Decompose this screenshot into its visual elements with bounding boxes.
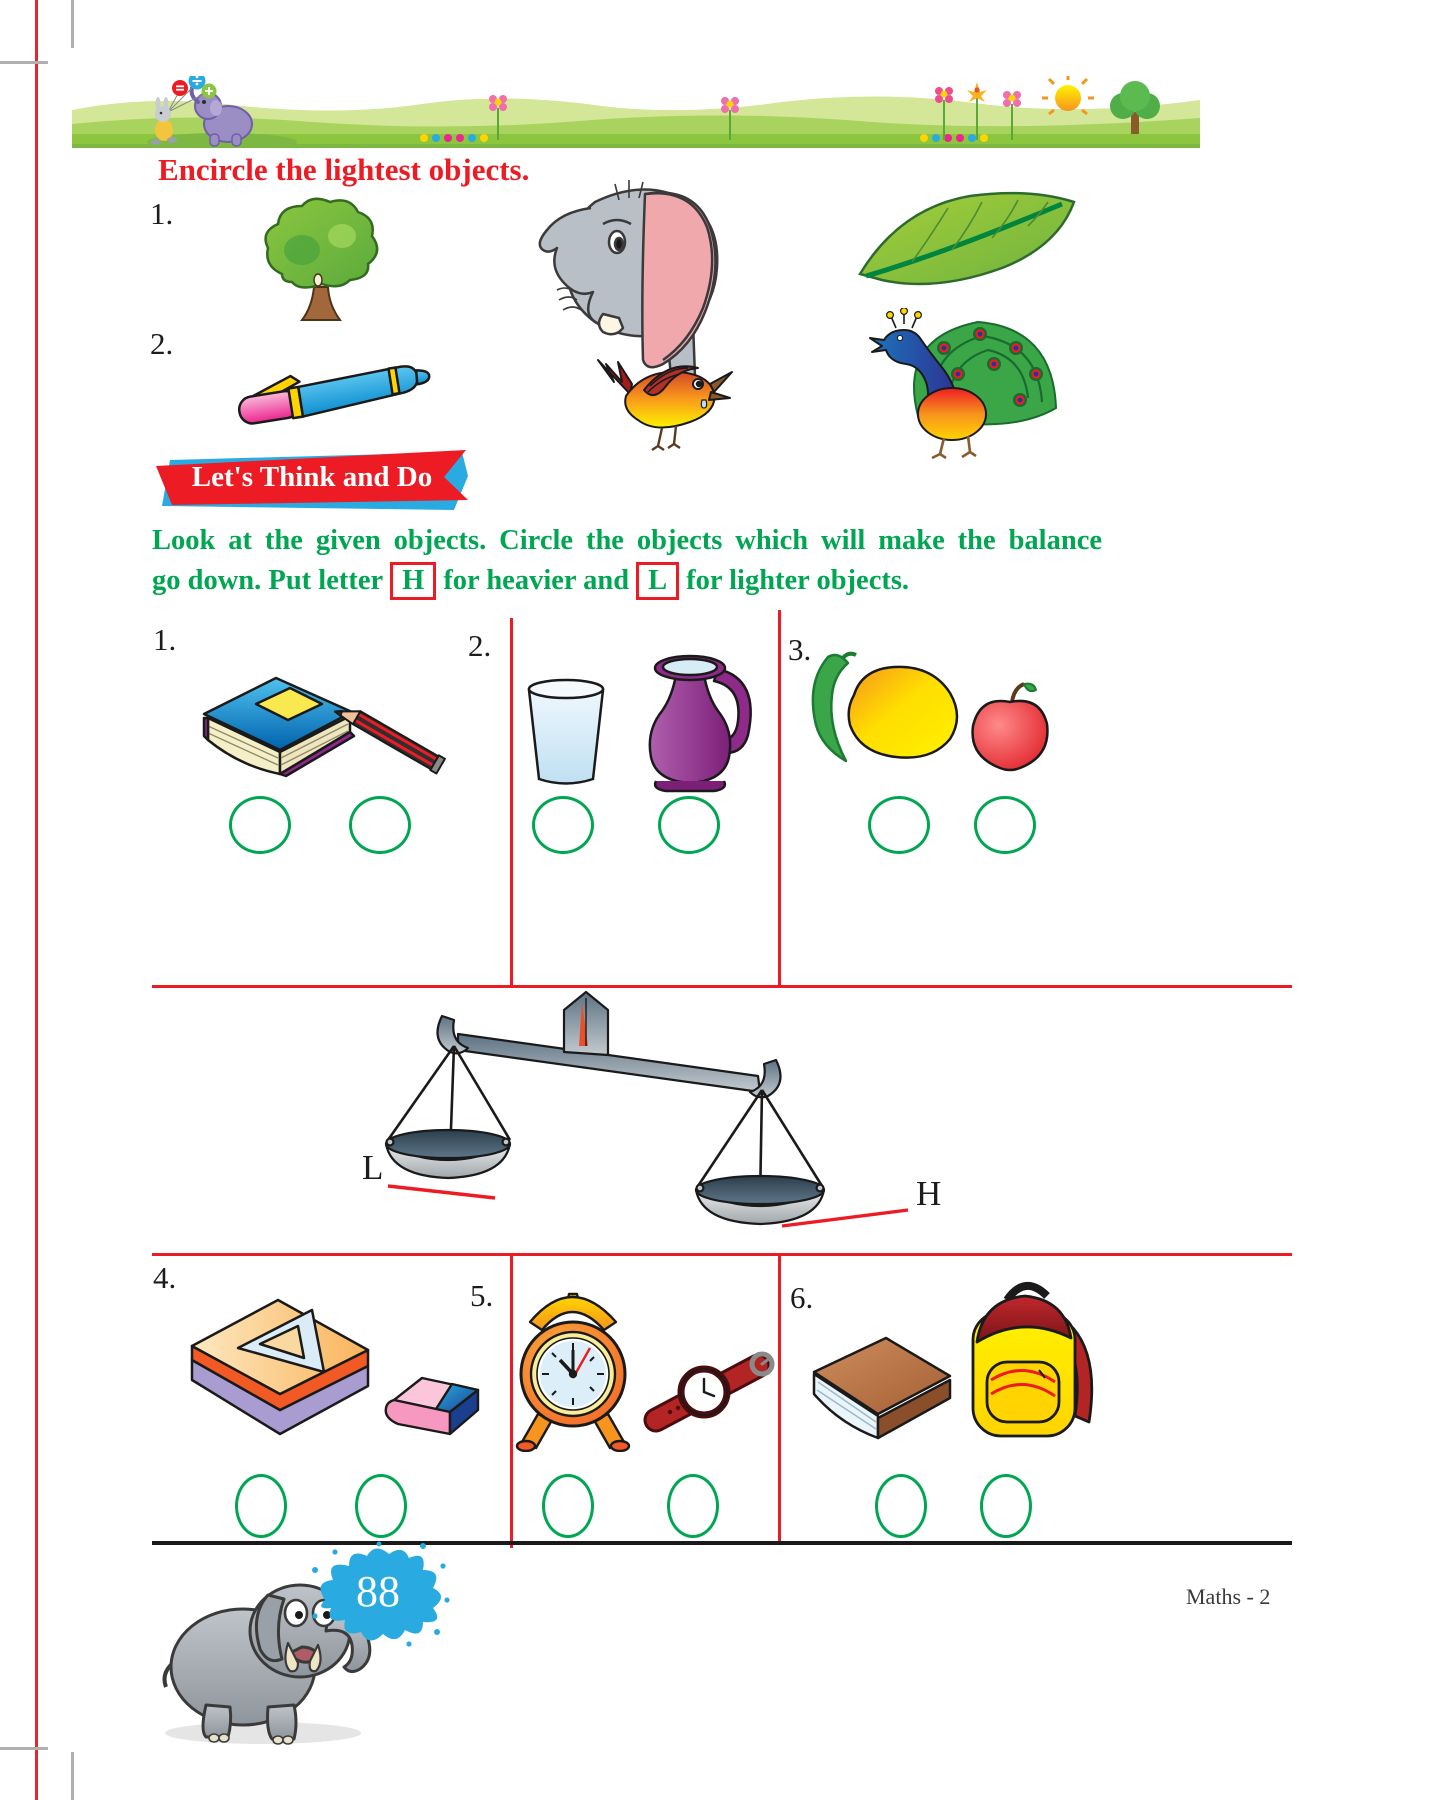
answer-circle[interactable]: [349, 796, 411, 854]
page-number: 88: [356, 1567, 400, 1616]
bird-image[interactable]: [592, 342, 742, 454]
mango-image[interactable]: [798, 645, 966, 780]
cell3-number: 3.: [788, 632, 812, 667]
grid-divider-top-1: [510, 618, 513, 985]
answer-circle[interactable]: [235, 1474, 287, 1538]
exercise1-row1-number: 1.: [150, 196, 174, 231]
answer-circle[interactable]: [974, 796, 1036, 854]
answer-circle[interactable]: [532, 796, 594, 854]
answer-circle[interactable]: [980, 1474, 1032, 1538]
answer-circle[interactable]: [229, 796, 291, 854]
instruction-line2-mid: for heavier and: [443, 565, 630, 596]
answer-circle[interactable]: [868, 796, 930, 854]
cell6-number: 6.: [790, 1280, 814, 1315]
cell1-number: 1.: [153, 622, 177, 657]
school-bag-image[interactable]: [955, 1266, 1107, 1458]
cell2-number: 2.: [468, 628, 492, 663]
eraser-image[interactable]: [382, 1360, 484, 1444]
geometry-box-image[interactable]: [182, 1282, 377, 1454]
exercise2-instruction: [152, 522, 1102, 600]
sun-icon: [1042, 76, 1094, 114]
instruction-line2-before: go down. Put letter: [152, 565, 384, 596]
notebook-image[interactable]: [798, 1320, 960, 1454]
balance-heavier-label: H: [916, 1174, 942, 1213]
instruction-line2-after: for lighter objects.: [686, 565, 910, 596]
answer-circle[interactable]: [667, 1474, 719, 1538]
exercise1-title: Encircle the lightest objects.: [158, 152, 530, 187]
balance-lighter-label: L: [362, 1148, 384, 1187]
tree-image[interactable]: [250, 192, 395, 327]
meadow-banner-illustration: [72, 76, 1200, 148]
ribbon-label: Let's Think and Do: [191, 461, 433, 493]
grid-rule-2: [152, 1253, 1292, 1256]
cell4-number: 4.: [153, 1260, 177, 1295]
alarm-clock-image[interactable]: [502, 1280, 644, 1452]
glass-image[interactable]: [520, 675, 612, 789]
answer-circle[interactable]: [658, 796, 720, 854]
instruction-line2: [152, 562, 1102, 600]
jug-image[interactable]: [622, 635, 762, 795]
answer-circle[interactable]: [542, 1474, 594, 1538]
letter-l-box: L: [636, 562, 679, 600]
answer-circle[interactable]: [355, 1474, 407, 1538]
crop-mark-top-horizontal: [0, 61, 48, 64]
exercise1-row2-number: 2.: [150, 326, 174, 361]
footer-book-label: Maths - 2: [1186, 1584, 1271, 1609]
pen-image[interactable]: [232, 355, 442, 430]
grid-divider-top-2: [778, 610, 781, 985]
peacock-image[interactable]: [848, 308, 1063, 463]
balance-scale-image: [330, 988, 955, 1236]
answer-circle[interactable]: [875, 1474, 927, 1538]
wrist-watch-image[interactable]: [632, 1340, 782, 1438]
pencil-image[interactable]: [322, 692, 467, 790]
crop-mark-bottom-horizontal: [0, 1747, 48, 1750]
letter-h-box: H: [390, 562, 436, 600]
crop-mark-bottom-vertical: [71, 1752, 74, 1800]
crop-mark-top-vertical: [71, 0, 74, 48]
left-margin-line: [35, 0, 38, 1800]
leaf-image[interactable]: [852, 188, 1082, 293]
cell5-number: 5.: [470, 1278, 494, 1313]
apple-image[interactable]: [962, 678, 1058, 776]
instruction-line1: Look at the given objects. Circle the objects which will make the balance: [152, 525, 1102, 556]
